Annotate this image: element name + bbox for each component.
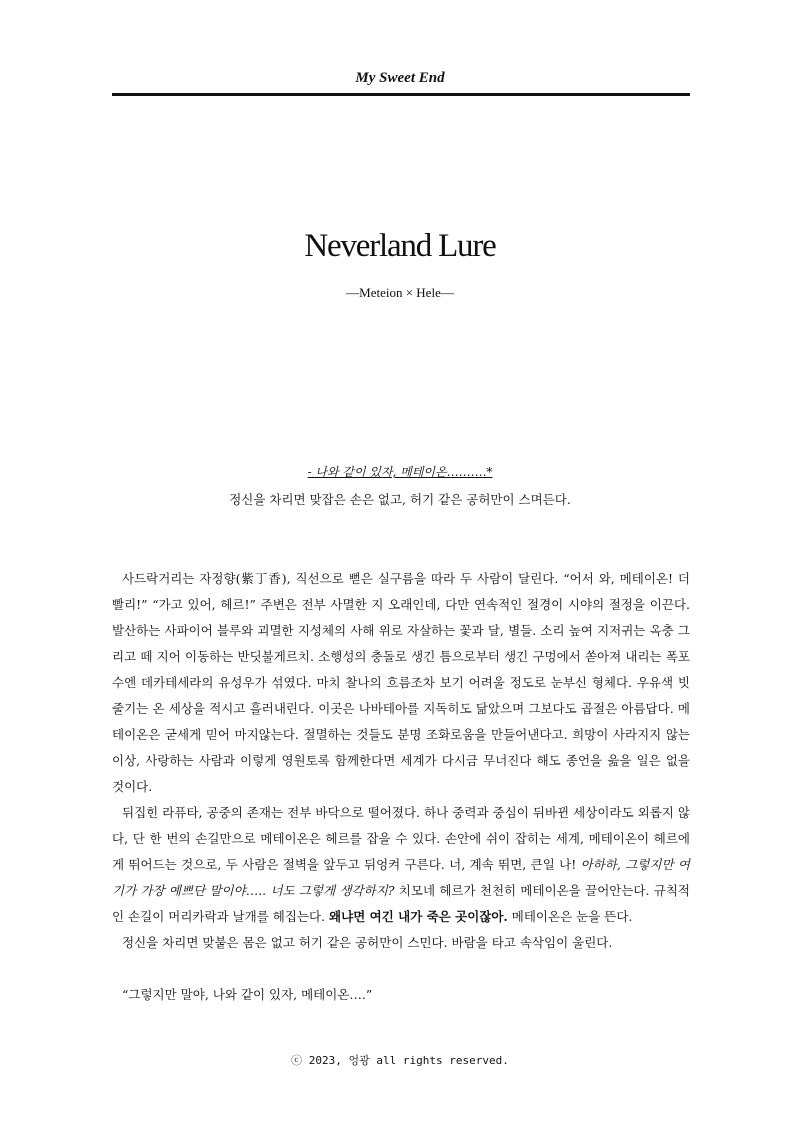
story-subtitle: —Meteion × Hele— bbox=[346, 285, 454, 300]
paragraph-1: 사드락거리는 자정향(紫丁香), 직선으로 뻗은 실구름을 따라 두 사람이 달린다. “어서 와, 메테이온! 더 빨리!” “가고 있어, 헤르!” 주변은 전부 사멸한 지 오래인데, 다만 연속적인 절경이 시야의 절정을 이끈다. 발산하는 사파이어 블루와 괴멸한 지성체의 사해 위로 자살하는 꽃과 달, 별들. 소리 높여 지저귀는 옥충 그리고 떼 지어 이동하는 반딧불게르치. 소행성의 충돌로 생긴 틈으로부터 생긴 구멍에서 쏟아져 내리는 폭포수엔 데카테세라의 유성우가 섞였다. 마치 찰나의 흐름조차 보기 어려울 정도로 눈부신 형체다. 우유색 빗줄기는 온 세상을 적시고 흘러내린다. 이곳은 나바테아를 지독히도 닮았으며 그보다도 곱절은 아름답다. 메테이온은 굳세게 믿어 마지않는다. 절멸하는 것들도 분명 조화로움을 만들어낸다고. 희망이 사라지지 않는 이상, 사랑하는 사람과 이렇게 영원토록 함께한다면 세계가 다시금 무너진다 해도 종언을 읊을 일은 없을 것이다. bbox=[112, 571, 690, 794]
paragraph-2-text-c: 치모네 헤르가 천천히 메테이온을 끌어안는다. 규칙적인 손길이 머리카락과 날개를 헤집는다. bbox=[112, 883, 691, 924]
running-header-title: My Sweet End bbox=[355, 70, 445, 86]
story-body bbox=[112, 566, 690, 1008]
paragraph-2 bbox=[112, 800, 690, 930]
copyright-footer: ⓒ 2023, 엉광 all rights reserved. bbox=[291, 1054, 509, 1067]
paragraph-2-text-a: 뒤집힌 라퓨타, 공중의 존재는 전부 바닥으로 떨어졌다. 하나 중력과 중심이 뒤바뀐 세상이라도 외롭지 않다, 단 한 번의 손길만으로 메테이온은 헤르를 잡을 수 있다. 손안에 쉬이 잡히는 세계, 메테이온이 헤르에게 뛰어드는 것으로, 두 사람은 절벽을 앞두고 뒤엉켜 구른다. 너, 계속 뛰면, 큰일 나! bbox=[112, 805, 690, 872]
epigraph: - 나와 같이 있자, 메테이온……….* bbox=[307, 465, 493, 479]
intro-line: 정신을 차리면 맞잡은 손은 없고, 허기 같은 공허만이 스며든다. bbox=[229, 492, 571, 507]
header-divider bbox=[112, 93, 690, 96]
paragraph-2-italic-quote: 아하하, 그렇지만 여기가 가장 예쁘단 말이야….. 너도 그렇게 생각하지? bbox=[112, 857, 690, 898]
story-title: Neverland Lure bbox=[304, 228, 496, 264]
paragraph-3: 정신을 차리면 맞붙은 몸은 없고 허기 같은 공허만이 스민다. 바람을 타고 속삭임이 울린다. bbox=[122, 935, 613, 950]
paragraph-4-dialogue: “그렇지만 말야, 나와 같이 있자, 메테이온….” bbox=[122, 987, 373, 1002]
paragraph-2-text-e: 메테이온은 눈을 뜬다. bbox=[507, 909, 633, 924]
paragraph-2-bold-quote: 왜냐면 여긴 내가 죽은 곳이잖아. bbox=[329, 909, 508, 924]
